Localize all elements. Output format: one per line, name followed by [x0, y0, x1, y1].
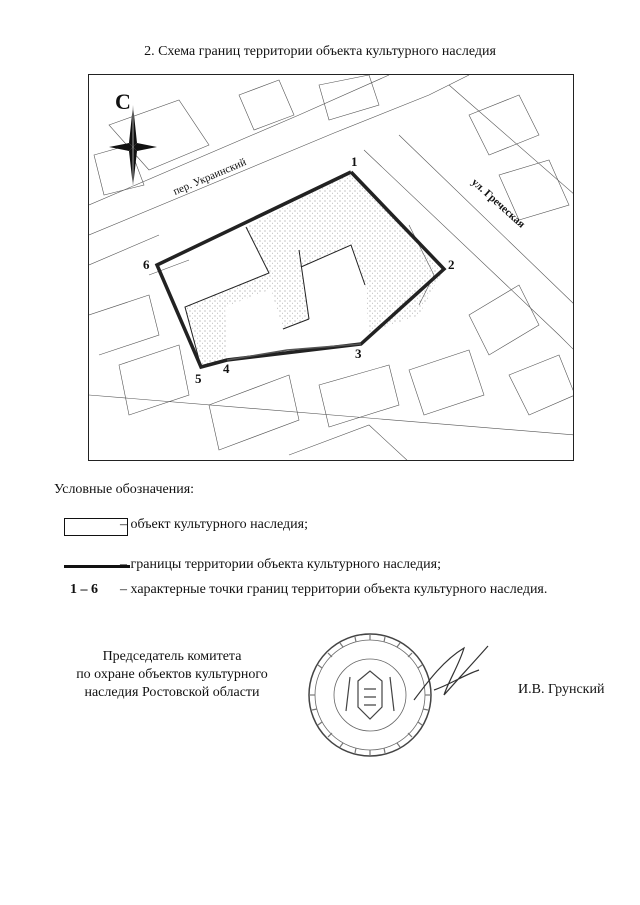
point-label-4: 4	[223, 361, 230, 376]
legend-heading: Условные обозначения:	[54, 482, 195, 497]
signature	[404, 640, 494, 710]
heritage-object	[157, 172, 444, 367]
legend-text: – характерные точки границ территории объекта культурного наследия.	[120, 582, 548, 597]
cadastral-background	[89, 75, 574, 461]
signatory-position	[40, 648, 304, 702]
north-arrow	[109, 89, 157, 187]
point-label-6: 6	[143, 257, 150, 272]
legend-item-boundary	[54, 557, 614, 579]
legend-symbol-range: 1 – 6	[70, 582, 98, 597]
legend-item-heritage-object	[54, 517, 614, 539]
signatory-position-line: Председатель комитета	[102, 649, 242, 664]
page-title: 2. Схема границ территории объекта культурного наследия	[144, 44, 496, 59]
signatory-position-line: наследия Ростовской области	[84, 685, 260, 700]
legend-text: – объект культурного наследия;	[120, 517, 308, 532]
boundary-scheme-map	[88, 74, 574, 461]
north-label: С	[115, 89, 131, 114]
point-label-5: 5	[195, 371, 202, 386]
signatory-position-line: по охране объектов культурного	[76, 667, 268, 682]
legend-symbol-box	[64, 518, 128, 536]
point-label-1: 1	[351, 154, 358, 169]
point-label-2: 2	[448, 257, 455, 272]
legend-text: – границы территории объекта культурного наследия;	[120, 557, 441, 572]
street-label-grecheskaya: ул. Греческая	[468, 176, 528, 231]
signatory-name: И.В. Грунский	[518, 682, 605, 697]
street-label-ukrainsky: пер. Украинский	[171, 156, 249, 198]
point-label-3: 3	[355, 346, 362, 361]
legend-item-points	[54, 582, 614, 604]
